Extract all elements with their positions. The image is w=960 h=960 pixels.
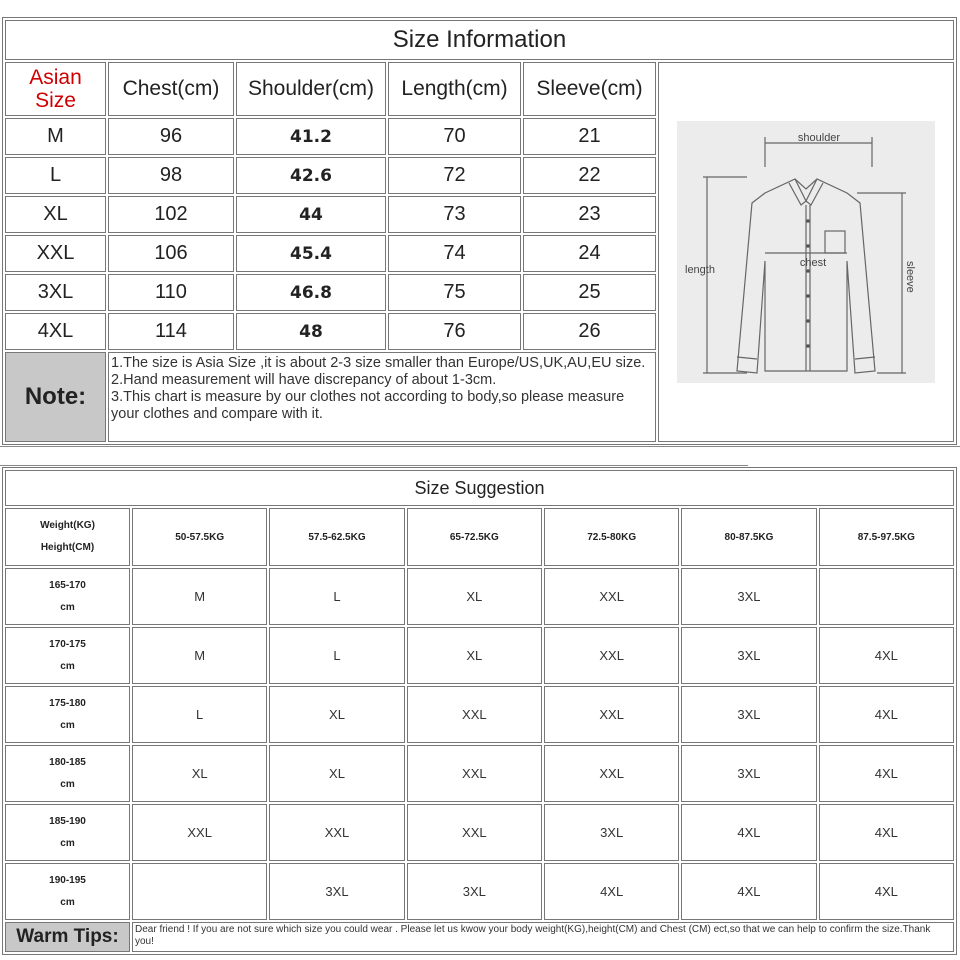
size-suggestion-table xyxy=(2,467,957,951)
suggested-size: XXL xyxy=(132,804,267,861)
height-unit: cm xyxy=(60,896,75,908)
suggested-size: 4XL xyxy=(819,745,954,802)
weight-header: 50-57.5KG xyxy=(132,508,267,566)
height-unit: cm xyxy=(60,601,75,613)
shirt-diagram-cell xyxy=(658,62,954,442)
sleeve-cell: 22 xyxy=(523,157,656,194)
warm-tips-label: Warm Tips: xyxy=(5,922,130,952)
chest-cell: 106 xyxy=(108,235,234,272)
sleeve-cell: 26 xyxy=(523,313,656,350)
suggested-size: L xyxy=(269,568,404,625)
header-asian-size xyxy=(5,62,106,116)
suggested-size: 3XL xyxy=(269,863,404,920)
height-range: 175-180 xyxy=(49,697,86,709)
suggested-size: 3XL xyxy=(407,863,542,920)
suggested-size: XXL xyxy=(407,686,542,743)
diagram-label-chest: chest xyxy=(799,257,827,269)
weight-header: 57.5-62.5KG xyxy=(269,508,404,566)
length-cell: 76 xyxy=(388,313,521,350)
suggested-size: XXL xyxy=(544,745,679,802)
note-line-2: 2.Hand measurement will have discrepancy of about 1-3cm. xyxy=(111,372,497,388)
height-unit: cm xyxy=(60,719,75,731)
length-cell: 74 xyxy=(388,235,521,272)
height-range: 190-195 xyxy=(49,874,86,886)
size-cell: 3XL xyxy=(5,274,106,311)
divider xyxy=(0,446,960,447)
corner-header xyxy=(5,508,130,566)
sleeve-cell: 23 xyxy=(523,196,656,233)
height-unit: cm xyxy=(60,660,75,672)
header-sleeve: Sleeve(cm) xyxy=(523,62,656,116)
height-header xyxy=(5,745,130,802)
size-cell: XL xyxy=(5,196,106,233)
length-cell: 70 xyxy=(388,118,521,155)
note-line-1: 1.The size is Asia Size ,it is about 2-3 size smaller than Europe/US,UK,AU,EU size. xyxy=(111,355,646,371)
height-unit: cm xyxy=(60,778,75,790)
suggested-size: 4XL xyxy=(681,804,816,861)
shoulder-cell: 44 xyxy=(236,196,386,233)
height-range: 165-170 xyxy=(49,579,86,591)
shirt-outline-icon xyxy=(677,121,935,383)
size-suggestion-title: Size Suggestion xyxy=(5,470,954,506)
suggestion-row xyxy=(5,804,954,861)
chest-cell: 102 xyxy=(108,196,234,233)
shoulder-cell: 42.6 xyxy=(236,157,386,194)
header-chest: Chest(cm) xyxy=(108,62,234,116)
height-header xyxy=(5,568,130,625)
header-shoulder: Shoulder(cm) xyxy=(236,62,386,116)
shirt-measurement-diagram xyxy=(677,121,935,383)
header-asian-size-line1: Asian xyxy=(29,66,82,89)
height-header xyxy=(5,686,130,743)
suggested-size: 3XL xyxy=(681,627,816,684)
suggested-size: XL xyxy=(269,686,404,743)
suggested-size: XL xyxy=(132,745,267,802)
suggested-size: 4XL xyxy=(819,686,954,743)
suggested-size: XXL xyxy=(544,686,679,743)
height-header xyxy=(5,863,130,920)
height-range: 185-190 xyxy=(49,815,86,827)
height-unit: cm xyxy=(60,837,75,849)
suggested-size: XL xyxy=(407,568,542,625)
suggested-size: L xyxy=(269,627,404,684)
divider xyxy=(0,465,748,466)
sleeve-cell: 21 xyxy=(523,118,656,155)
suggested-size: 4XL xyxy=(681,863,816,920)
suggested-size: XL xyxy=(269,745,404,802)
suggested-size: XXL xyxy=(544,627,679,684)
weight-header: 80-87.5KG xyxy=(681,508,816,566)
shoulder-cell: 48 xyxy=(236,313,386,350)
warm-tips-text: Dear friend ! If you are not sure which size you could wear . Please let us kwow your body weight(KG),height(CM) and Chest (CM) ect,so that we can help to confirm the size.Thank you! xyxy=(132,922,954,952)
suggested-size: L xyxy=(132,686,267,743)
chest-cell: 98 xyxy=(108,157,234,194)
suggested-size: 3XL xyxy=(681,568,816,625)
height-range: 170-175 xyxy=(49,638,86,650)
length-cell: 72 xyxy=(388,157,521,194)
note-label: Note: xyxy=(5,352,106,442)
suggested-size: XXL xyxy=(407,804,542,861)
shoulder-cell: 46.8 xyxy=(236,274,386,311)
suggested-size: 4XL xyxy=(819,863,954,920)
diagram-label-length: length xyxy=(685,264,715,276)
diagram-label-sleeve: sleeve xyxy=(904,261,916,293)
shoulder-cell: 45.4 xyxy=(236,235,386,272)
chest-cell: 96 xyxy=(108,118,234,155)
suggested-size: M xyxy=(132,627,267,684)
weight-header: 72.5-80KG xyxy=(544,508,679,566)
length-cell: 75 xyxy=(388,274,521,311)
suggestion-row xyxy=(5,686,954,743)
size-cell: 4XL xyxy=(5,313,106,350)
height-header xyxy=(5,804,130,861)
note-line-3: 3.This chart is measure by our clothes not according to body,so please measure your clothes and compare with it. xyxy=(111,389,625,422)
suggested-size xyxy=(819,568,954,625)
suggested-size: XXL xyxy=(269,804,404,861)
size-cell: XXL xyxy=(5,235,106,272)
suggestion-row xyxy=(5,627,954,684)
suggested-size: 3XL xyxy=(681,745,816,802)
suggested-size: 3XL xyxy=(544,804,679,861)
corner-weight-label: Weight(KG) xyxy=(40,520,95,531)
chest-cell: 114 xyxy=(108,313,234,350)
suggested-size: 3XL xyxy=(681,686,816,743)
suggested-size xyxy=(132,863,267,920)
suggested-size: XXL xyxy=(544,568,679,625)
suggested-size: XXL xyxy=(407,745,542,802)
weight-header: 87.5-97.5KG xyxy=(819,508,954,566)
shoulder-cell: 41.2 xyxy=(236,118,386,155)
size-information-title: Size Information xyxy=(5,20,954,60)
header-length: Length(cm) xyxy=(388,62,521,116)
diagram-label-shoulder: shoulder xyxy=(797,132,841,144)
suggestion-row xyxy=(5,745,954,802)
weight-header: 65-72.5KG xyxy=(407,508,542,566)
suggestion-row xyxy=(5,568,954,625)
sleeve-cell: 25 xyxy=(523,274,656,311)
header-asian-size-line2: Size xyxy=(35,89,76,112)
suggested-size: 4XL xyxy=(819,804,954,861)
suggested-size: M xyxy=(132,568,267,625)
suggestion-row xyxy=(5,863,954,920)
height-header xyxy=(5,627,130,684)
chest-cell: 110 xyxy=(108,274,234,311)
length-cell: 73 xyxy=(388,196,521,233)
size-cell: M xyxy=(5,118,106,155)
suggested-size: 4XL xyxy=(544,863,679,920)
note-text xyxy=(108,352,656,442)
sleeve-cell: 24 xyxy=(523,235,656,272)
suggested-size: XL xyxy=(407,627,542,684)
corner-height-label: Height(CM) xyxy=(40,542,95,553)
size-cell: L xyxy=(5,157,106,194)
size-information-table xyxy=(2,17,957,445)
height-range: 180-185 xyxy=(49,756,86,768)
suggested-size: 4XL xyxy=(819,627,954,684)
